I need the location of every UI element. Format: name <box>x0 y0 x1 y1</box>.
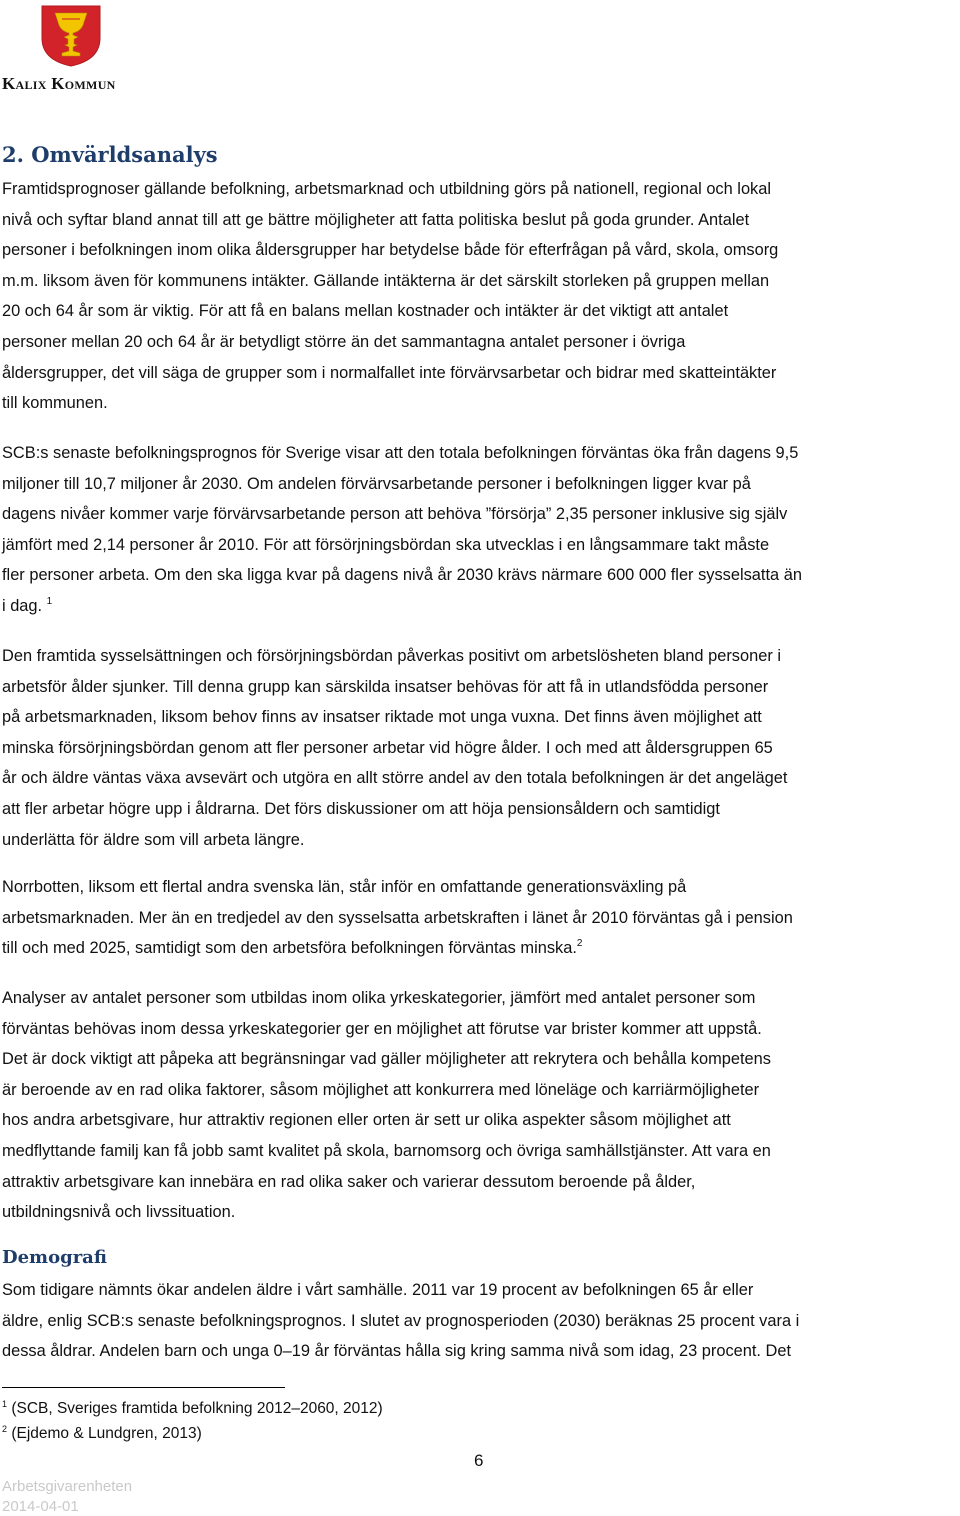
footnote-ref[interactable]: 1 <box>46 595 53 607</box>
text-line: Framtidsprognoser gällande befolkning, arbetsmarknad och utbildning görs på nationell, regional och lokal <box>2 180 772 198</box>
text-line: minska försörjningsbördan genom att fler personer arbetar vid högre ålder. I och med att åldersgruppen 65 <box>2 738 773 757</box>
text-line: Norrbotten, liksom ett flertal andra svenska län, står inför en omfattande generationsväxling på <box>2 878 687 896</box>
footnote-ref[interactable]: 2 <box>576 938 583 950</box>
text-line: åldersgrupper, det vill säga de grupper som i normalfallet inte förvärvsarbetar och bidrar med skatteintäkter <box>2 363 777 382</box>
text-line: dagens nivåer kommer varje förvärvsarbetande person att behöva ”försörja” 2,35 personer inklusive sig själv <box>2 505 788 524</box>
text-line: SCB:s senaste befolkningsprognos för Sverige visar att den totala befolkningen förväntas öka från dagens 9,5 <box>2 444 799 462</box>
text-line: underlätta för äldre som vill arbeta längre. <box>2 830 305 849</box>
text-line: 20 och 64 år som är viktig. För att få en balans mellan kostnader och intäkter är det viktigt att antalet <box>2 302 729 321</box>
text-line: i dag. <box>2 596 43 615</box>
paragraph-2 <box>2 438 958 622</box>
subsection-heading: Demografi <box>2 1247 107 1268</box>
text-line: till och med 2025, samtidigt som den arbetsföra befolkningen förväntas minska. <box>2 939 577 958</box>
section-heading: 2. Omvärldsanalys <box>2 142 218 167</box>
municipality-name: Kalix Kommun <box>2 74 116 93</box>
text-line: till kommunen. <box>2 394 108 413</box>
text-line: arbetsför ålder sjunker. Till denna grupp kan särskilda insatser behövas för att få in utlandsfödda personer <box>2 677 769 696</box>
text-line: utbildningsnivå och livssituation. <box>2 1203 236 1222</box>
text-line: på arbetsmarknaden, liksom behov finns av insatser riktade mot unga vuxna. Det finns även möjlighet att <box>2 708 762 727</box>
text-line: år och äldre väntas växa avsevärt och utgöra en allt större andel av den totala befolkningen är det angeläget <box>2 769 788 788</box>
paragraph-5 <box>2 983 958 1228</box>
text-line: äldre, enlig SCB:s senaste befolkningsprognos. I slutet av prognosperioden (2030) beräknas 25 procent vara i <box>2 1311 800 1330</box>
text-line: Det är dock viktigt att påpeka att begränsningar vad gäller möjligheter att rekrytera och behålla kompetens <box>2 1050 771 1069</box>
paragraph-demografi <box>2 1275 958 1367</box>
footnote-1 <box>2 1400 383 1418</box>
footer-author: Arbetsgivarenheten <box>2 1478 133 1495</box>
text-line: personer i befolkningen inom olika åldersgrupper har betydelse både för efterfrågan på vård, skola, omsorg <box>2 241 779 260</box>
footnote-number: 1 <box>2 1399 8 1409</box>
page-number: 6 <box>474 1451 484 1470</box>
text-line: nivå och syftar bland annat till att ge bättre möjligheter att fatta politiska beslut på goda grunder. Antalet <box>2 210 750 229</box>
paragraph-4 <box>2 872 958 964</box>
text-line: jämfört med 2,14 personer år 2010. För att försörjningsbördan ska utvecklas i en långsammare takt måste <box>2 535 770 554</box>
text-line: miljoner till 10,7 miljoner år 2030. Om andelen förvärvsarbetande personer i befolkningen ligger kvar på <box>2 474 751 493</box>
text-line: personer mellan 20 och 64 år är betydligt större än det sammantagna antalet personer i övriga <box>2 332 686 351</box>
paragraph-1 <box>2 174 958 419</box>
text-line: arbetsmarknaden. Mer än en tredjedel av den sysselsatta arbetskraften i länet år 2010 förväntas gå i pension <box>2 908 793 927</box>
text-line: m.m. liksom även för kommunens intäkter. Gällande intäkterna är det särskilt storleken på gruppen mellan <box>2 271 770 290</box>
footnote-text: (SCB, Sveriges framtida befolkning 2012–2060, 2012) <box>7 1400 383 1417</box>
kalix-coat-of-arms-logo <box>40 4 102 68</box>
text-line: hos andra arbetsgivare, hur attraktiv regionen eller orten är sett ur olika aspekter såsom möjlighet att <box>2 1111 731 1130</box>
footnote-2 <box>2 1425 202 1443</box>
text-line: dessa åldrar. Andelen barn och unga 0–19 år förväntas hålla sig kring samma nivå som idag, 23 procent. Det <box>2 1342 792 1361</box>
footer-date: 2014-04-01 <box>2 1498 79 1515</box>
footnote-separator <box>2 1387 285 1388</box>
text-line: förväntas behövas inom dessa yrkeskategorier ger en möjlighet att förutse var brister kommer att uppstå. <box>2 1019 762 1038</box>
footnote-text: (Ejdemo & Lundgren, 2013) <box>7 1425 202 1442</box>
text-line: fler personer arbeta. Om den ska ligga kvar på dagens nivå år 2030 krävs närmare 600 000 fler sysselsatta än <box>2 566 802 585</box>
text-line: attraktiv arbetsgivare kan innebära en rad olika saker och varierar dessutom beroende på ålder, <box>2 1172 696 1191</box>
text-line: Som tidigare nämnts ökar andelen äldre i vårt samhälle. 2011 var 19 procent av befolkningen 65 år eller <box>2 1281 754 1299</box>
footnote-number: 2 <box>2 1424 8 1434</box>
paragraph-3 <box>2 641 958 855</box>
text-line: att fler arbetar högre upp i åldrarna. Det förs diskussioner om att höja pensionsåldern och samtidigt <box>2 799 720 818</box>
text-line: är beroende av en rad olika faktorer, såsom möjlighet att konkurrera med löneläge och karriärmöjligheter <box>2 1080 760 1099</box>
text-line: medflyttande familj kan få jobb samt kvalitet på skola, barnomsorg och övriga samhällstjänster. Att vara en <box>2 1141 771 1160</box>
text-line: Den framtida sysselsättningen och försörjningsbördan påverkas positivt om arbetslösheten bland personer i <box>2 647 781 665</box>
text-line: Analyser av antalet personer som utbildas inom olika yrkeskategorier, jämfört med antalet personer som <box>2 989 756 1007</box>
